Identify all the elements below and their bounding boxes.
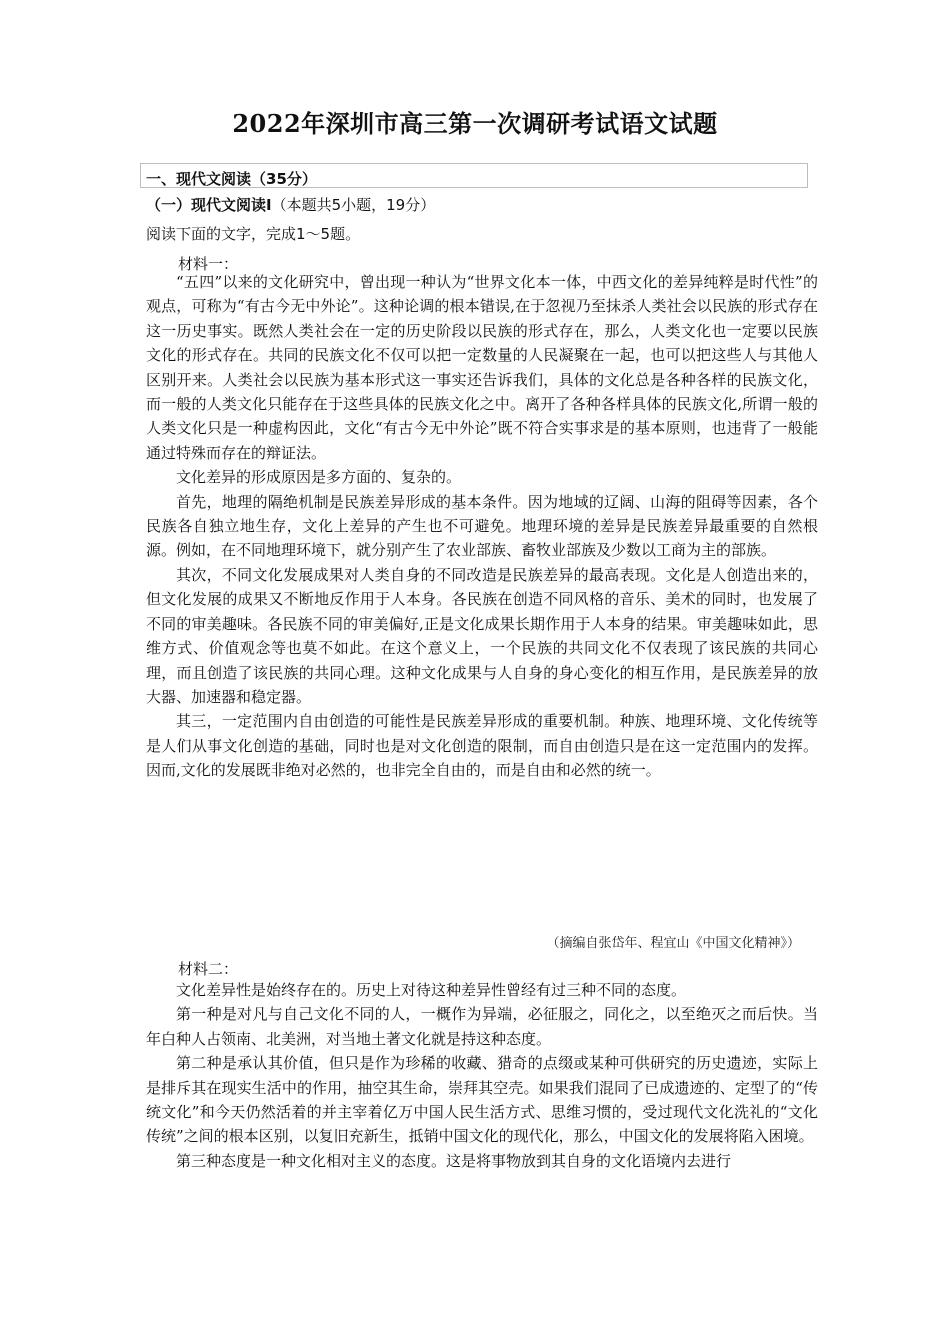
paragraph: 第二种是承认其价值，但只是作为珍稀的收藏、猎奇的点缀或某种可供研究的历史遗迹，实际上是排斥其在现实生活中的作用，抽空其生命，崇拜其空壳。如果我们混同了已成遗迹的、定型了的“传统文化”和今天仍然活着的并主宰着亿万中国人民生活方式、思维习惯的，受过现代文化洗礼的“文化传统”之间的根本区别，以复旧充新生，抵销中国文化的现代化，那么，中国文化的发展将陷入困境。 <box>146 1054 818 1146</box>
material-two-body <box>146 978 818 1173</box>
paragraph: 第一种是对凡与自己文化不同的人，一概作为异端，必征服之，同化之，以至绝灭之而后快。当年白种人占领南、北美洲，对当地土著文化就是持这种态度。 <box>146 1005 818 1048</box>
paragraph: 其次，不同文化发展成果对人类自身的不同改造是民族差异的最高表现。文化是人创造出来的，但文化发展的成果又不断地反作用于人本身。各民族在创造不同风格的音乐、美术的同时，也发展了不同的审美趣味。各民族不同的审美偏好,正是文化成果长期作用于人本身的结果。审美趣味如此，思维方式、价值观念等也莫不如此。在这个意义上，一个民族的共同文化不仅表现了该民族的共同心理，而且创造了该民族的共同心理。这种文化成果与人自身的身心变化的相互作用，是民族差异的放大器、加速器和稳定器。 <box>146 565 818 706</box>
paragraph: 其三，一定范围内自由创造的可能性是民族差异形成的重要机制。种族、地理环境、文化传统等是人们从事文化创造的基础，同时也是对文化创造的限制，而自由创造只是在这一定范围内的发挥。因而,文化的发展既非绝对必然的，也非完全自由的，而是自由和必然的统一。 <box>146 712 818 780</box>
paragraph: 文化差异的形成原因是多方面的、复杂的。 <box>176 468 462 487</box>
section-heading: 一、现代文阅读（35分） <box>146 170 317 188</box>
paragraph: 文化差异性是始终存在的。历史上对待这种差异性曾经有过三种不同的态度。 <box>176 981 687 999</box>
citation: （摘编自张岱年、程宜山《中国文化精神》） <box>546 936 800 951</box>
subsection-heading <box>146 194 435 215</box>
page-title: 2022年深圳市高三第一次调研考试语文试题 <box>232 109 718 138</box>
paragraph: “五四”以来的文化研究中，曾出现一种认为“世界文化本一体，中西文化的差异纯粹是时代性”的观点，可称为“有古今无中外论”。这种论调的根本错误,在于忽视乃至抹杀人类社会以民族的形式存在这一历史事实。既然人类社会在一定的历史阶段以民族的形式存在，那么，人类文化也一定要以民族文化的形式存在。共同的民族文化不仅可以把一定数量的人民凝聚在一起，也可以把这些人与其他人区别开来。人类社会以民族为基本形式这一事实还告诉我们，具体的文化总是各种各样的民族文化，而一般的人类文化只能存在于这些具体的民族文化之中。离开了各种各样具体的民族文化,所谓一般的人类文化只是一种虚构因此，文化“有古今无中外论”既不符合实事求是的基本原则，也违背了一般能通过特殊而存在的辩证法。 <box>146 273 818 462</box>
subsection-heading-bold: （一）现代文阅读Ⅰ <box>146 196 272 214</box>
material-two-label: 材料二： <box>178 960 239 978</box>
material-one-body <box>146 270 818 783</box>
paragraph: 第三种态度是一种文化相对主义的态度。这是将事物放到其自身的文化语境内去进行 <box>176 1151 732 1170</box>
reading-instruction: 阅读下面的文字，完成1～5题。 <box>146 225 361 243</box>
paragraph: 首先，地理的隔绝机制是民族差异形成的基本条件。因为地域的辽阔、山海的阻碍等因素，各个民族各自独立地生存，文化上差异的产生也不可避免。地理环境的差异是民族差异最重要的自然根源。例如，在不同地理环境下，就分别产生了农业部族、畜牧业部族及少数以工商为主的部族。 <box>146 492 818 560</box>
material-one-label: 材料一： <box>178 255 239 273</box>
subsection-heading-note: （本题共5小题，19分） <box>271 196 436 214</box>
